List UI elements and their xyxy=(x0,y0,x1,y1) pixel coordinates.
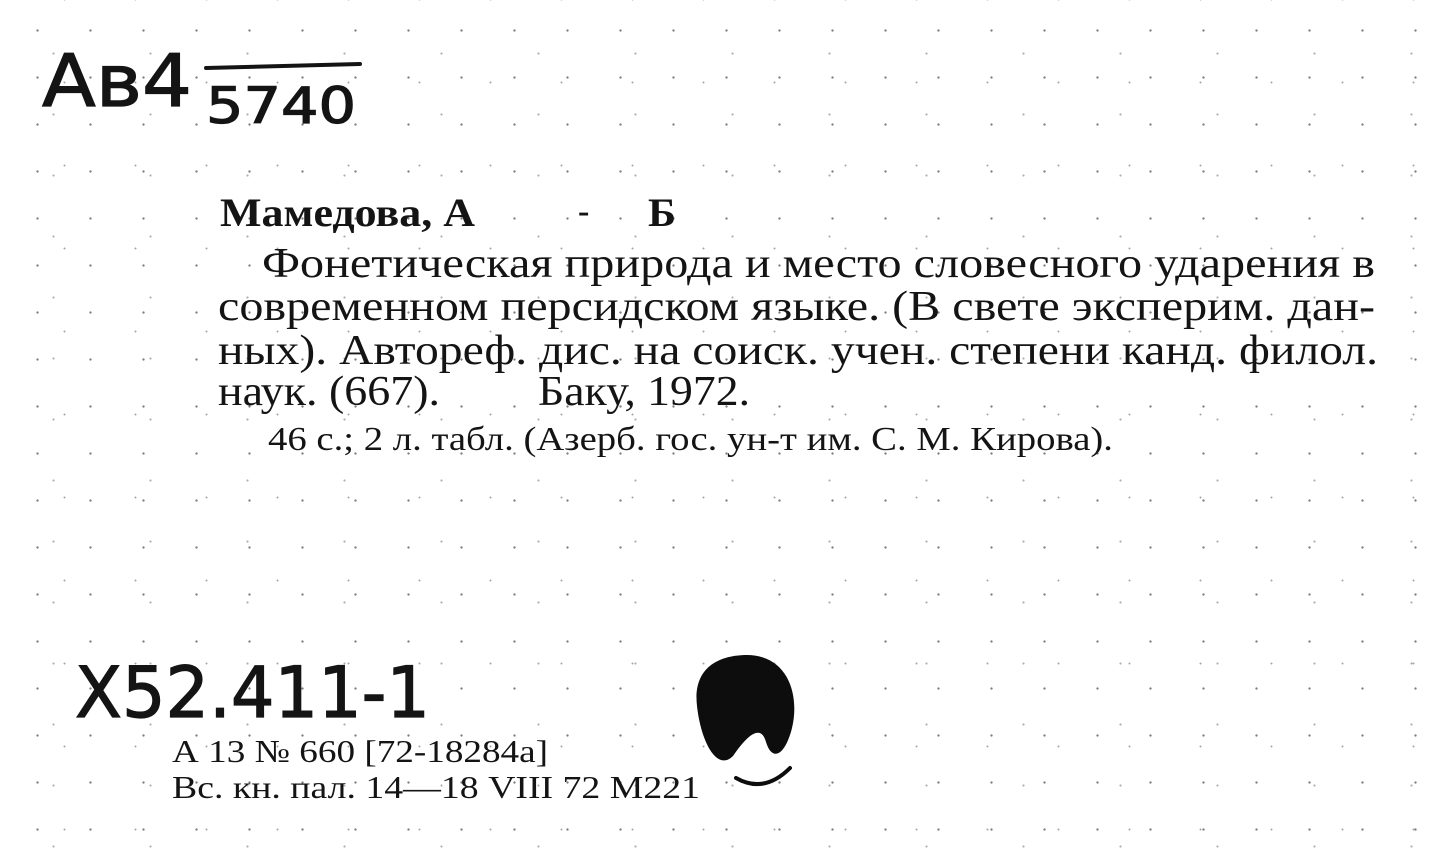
shelf-mark-number: 5740 xyxy=(206,77,356,135)
ink-blot xyxy=(696,655,794,760)
shelf-mark-fraction-line xyxy=(206,64,360,68)
catalog-number: А 13 № 660 [72-18284а] xyxy=(172,733,548,769)
degree-tail: наук. (667). xyxy=(218,369,440,415)
title-line-3: ных). Автореф. дис. на соиск. учен. степени канд. филол. xyxy=(218,328,1378,374)
imprint: Баку, 1972. xyxy=(538,369,750,415)
author-dash: - xyxy=(578,193,590,230)
author-name: Мамедова, А xyxy=(220,190,476,235)
shelf-mark-top: Ав4 xyxy=(42,39,192,123)
author-initial: Б xyxy=(648,190,676,235)
collation: 46 с.; 2 л. табл. (Азерб. гос. ун-т им. С. М. Кирова). xyxy=(268,421,1113,458)
classification-handwritten: Х52.411-1 xyxy=(75,652,430,734)
registration-line: Вс. кн. пал. 14—18 VIII 72 М221 xyxy=(172,769,700,805)
title-line-2: современном персидском языке. (В свете эксперим. дан- xyxy=(218,284,1375,330)
title-line-1: Фонетическая природа и место словесного ударения в xyxy=(262,241,1375,287)
ink-blot-curve xyxy=(736,768,790,784)
